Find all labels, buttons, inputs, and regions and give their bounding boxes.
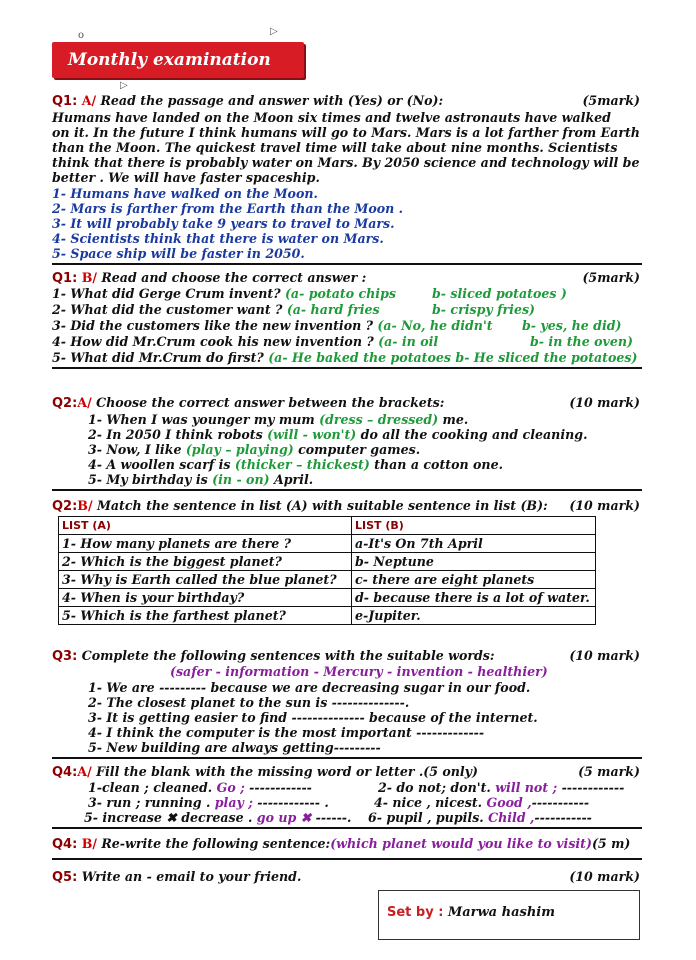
passage-line: than the Moon. The quickest travel time will take about nine months. Scientists: [52, 140, 618, 155]
section-divider: [52, 858, 642, 860]
q2a-item: 5- My birthday is (in - on) April.: [88, 472, 314, 487]
section-divider: [52, 367, 642, 369]
q1a-item: 3- It will probably take 9 years to travel to Mars.: [52, 216, 395, 231]
section-divider: [52, 263, 642, 265]
col-header-list-b: LIST (B): [352, 517, 596, 535]
table-row: [59, 553, 596, 571]
table-row: [59, 607, 596, 625]
q1a-item: 1- Humans have walked on the Moon.: [52, 186, 318, 201]
q2a-item: 4- A woollen scarf is (thicker – thickest) than a cotton one.: [88, 457, 503, 472]
q2b-heading: Q2:B/ Match the sentence in list (A) with suitable sentence in list (B):: [52, 498, 548, 514]
q4a-mark: (5 mark): [578, 764, 640, 779]
q4a-item: 1-clean ; cleaned. Go ; ------------: [88, 780, 312, 795]
q1a-mark: (5mark): [582, 93, 640, 108]
q2a-mark: (10 mark): [569, 395, 640, 410]
list-b-cell: a-It's On 7th April: [352, 535, 596, 553]
q1b-item: 2- What did the customer want ? (a- hard fries: [52, 302, 380, 317]
set-by-box: [378, 890, 640, 940]
q1a-item: 4- Scientists think that there is water on Mars.: [52, 231, 384, 246]
q1b-item: 1- What did Gerge Crum invent? (a- potato chips: [52, 286, 396, 301]
section-divider: [52, 489, 642, 491]
passage-line: think that there is probably water on Mars. By 2050 science and technology will be: [52, 155, 640, 170]
q1b-item: 3- Did the customers like the new invention ? (a- No, he didn't: [52, 318, 493, 333]
q1b-option-b: b- yes, he did): [522, 318, 622, 333]
q1b-option-b: b- sliced potatoes ): [432, 286, 567, 301]
table-header-row: [59, 517, 596, 535]
q4a-item: 6- pupil , pupils. Child ,-----------: [368, 810, 592, 825]
q4a-heading: Q4:A/ Fill the blank with the missing word or letter .(5 only): [52, 764, 478, 780]
q4a-item: 2- do not; don't. will not ; ------------: [378, 780, 625, 795]
q1b-mark: (5mark): [582, 270, 640, 285]
q2b-mark: (10 mark): [569, 498, 640, 513]
table-row: [59, 535, 596, 553]
q3-item: 2- The closest planet to the sun is --------------.: [88, 695, 410, 710]
q3-item: 4- I think the computer is the most important -------------: [88, 725, 485, 740]
list-a-cell: 5- Which is the farthest planet?: [59, 607, 352, 625]
q4a-item: 4- nice , nicest. Good ,-----------: [374, 795, 590, 810]
q2a-item: 1- When I was younger my mum (dress – dressed) me.: [88, 412, 469, 427]
table-row: [59, 571, 596, 589]
q1a-heading: Q1: A/ Read the passage and answer with (Yes) or (No):: [52, 93, 444, 109]
decor-triangle-icon: ▷: [270, 26, 278, 37]
matching-table: [58, 516, 596, 625]
q3-item: 1- We are --------- because we are decreasing sugar in our food.: [88, 680, 531, 695]
q1a-item: 2- Mars is farther from the Earth than the Moon .: [52, 201, 404, 216]
section-divider: [52, 757, 642, 759]
table-row: [59, 589, 596, 607]
list-a-cell: 3- Why is Earth called the blue planet?: [59, 571, 352, 589]
list-a-cell: 2- Which is the biggest planet?: [59, 553, 352, 571]
q3-heading: Q3: Complete the following sentences with the suitable words:: [52, 648, 495, 664]
q1b-heading: Q1: B/ Read and choose the correct answer :: [52, 270, 367, 286]
set-by-text: Set by : Marwa hashim: [387, 905, 555, 920]
q3-word-bank: (safer - information - Mercury - invention - healthier): [170, 664, 548, 679]
section-divider: [52, 827, 642, 829]
exam-title-banner: Monthly examination: [52, 42, 304, 78]
list-b-cell: e-Jupiter.: [352, 607, 596, 625]
q1b-item: 4- How did Mr.Crum cook his new invention ? (a- in oil: [52, 334, 439, 349]
col-header-list-a: LIST (A): [59, 517, 352, 535]
q2a-item: 3- Now, I like (play – playing) computer games.: [88, 442, 421, 457]
q1b-option-b: b- crispy fries): [432, 302, 536, 317]
list-b-cell: c- there are eight planets: [352, 571, 596, 589]
passage-line: on it. In the future I think humans will go to Mars. Mars is a lot farther from Earth: [52, 125, 640, 140]
q1a-item: 5- Space ship will be faster in 2050.: [52, 246, 305, 261]
decor-triangle-icon: ▷: [120, 80, 128, 91]
passage-line: better . We will have faster spaceship.: [52, 170, 320, 185]
list-b-cell: d- because there is a lot of water.: [352, 589, 596, 607]
q3-mark: (10 mark): [569, 648, 640, 663]
q1b-option-b: b- in the oven): [530, 334, 633, 349]
q1b-item: 5- What did Mr.Crum do first? (a- He baked the potatoes b- He sliced the potatoes): [52, 350, 638, 365]
q4a-item: 5- increase ✖ decrease . go up ✖ ------.: [84, 810, 352, 825]
q4b-heading: Q4: B/ Re-write the following sentence:(which planet would you like to visit)(5 m): [52, 836, 631, 852]
q3-item: 3- It is getting easier to find -------------- because of the internet.: [88, 710, 538, 725]
list-b-cell: b- Neptune: [352, 553, 596, 571]
q2a-item: 2- In 2050 I think robots (will - won't) do all the cooking and cleaning.: [88, 427, 588, 442]
decor-circle-icon: o: [78, 30, 85, 41]
list-a-cell: 1- How many planets are there ?: [59, 535, 352, 553]
q5-mark: (10 mark): [569, 869, 640, 884]
q5-heading: Q5: Write an - email to your friend.: [52, 869, 302, 885]
q2a-heading: Q2:A/ Choose the correct answer between the brackets:: [52, 395, 445, 411]
q4a-item: 3- run ; running . play ; ------------ .: [88, 795, 329, 810]
q3-item: 5- New building are always getting---------: [88, 740, 381, 755]
passage-line: Humans have landed on the Moon six times and twelve astronauts have walked: [52, 110, 611, 125]
list-a-cell: 4- When is your birthday?: [59, 589, 352, 607]
